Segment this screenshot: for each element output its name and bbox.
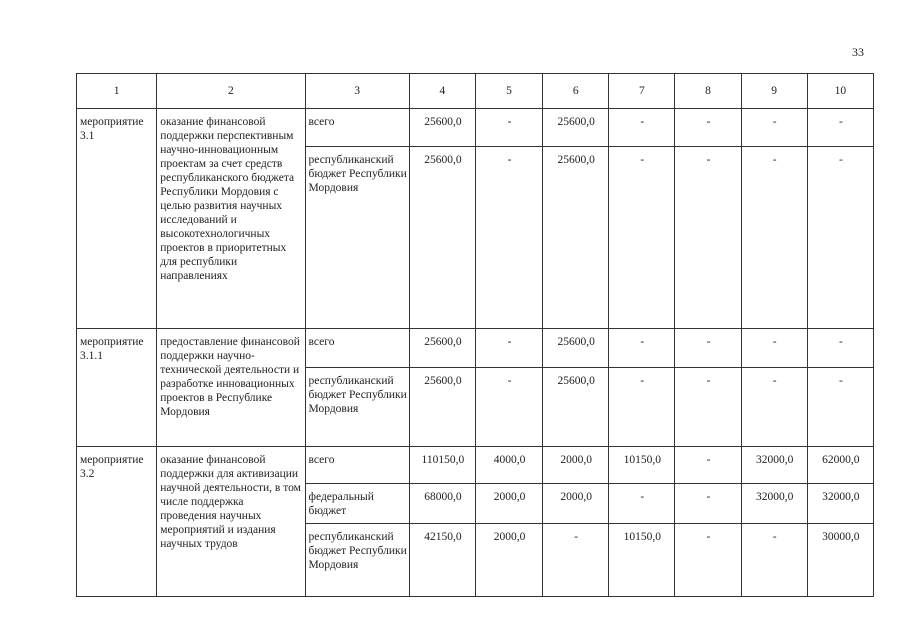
value-cell: 2000,0 [543, 484, 609, 524]
value-cell: 25600,0 [543, 329, 609, 368]
value-cell: - [475, 368, 542, 447]
value-cell: 2000,0 [475, 524, 542, 597]
event-cell: мероприятие 3.1 [77, 109, 157, 329]
value-cell: - [609, 147, 675, 329]
value-cell: 42150,0 [409, 524, 475, 597]
event-cell: мероприятие 3.1.1 [77, 329, 157, 447]
source-cell: республиканский бюджет Республики Мордовия [305, 524, 409, 597]
value-cell: - [675, 329, 741, 368]
budget-table [76, 73, 874, 597]
value-cell: - [807, 329, 873, 368]
source-cell: всего [305, 109, 409, 147]
value-cell: 25600,0 [543, 147, 609, 329]
value-cell: 32000,0 [807, 484, 873, 524]
description-cell: оказание финансовой поддержки для активизации научной деятельности, в том числе поддержка проведения научных мероприятий и издания научных трудов [157, 447, 305, 597]
header-cell: 9 [741, 74, 807, 109]
value-cell: - [675, 147, 741, 329]
header-cell: 3 [305, 74, 409, 109]
source-cell: всего [305, 329, 409, 368]
value-cell: - [741, 147, 807, 329]
value-cell: 2000,0 [475, 484, 542, 524]
value-cell: 25600,0 [543, 109, 609, 147]
value-cell: 32000,0 [741, 484, 807, 524]
value-cell: 30000,0 [807, 524, 873, 597]
value-cell: - [609, 109, 675, 147]
table-row [77, 447, 874, 484]
table-row [77, 329, 874, 368]
table-header-row [77, 74, 874, 109]
value-cell: - [741, 524, 807, 597]
source-cell: республиканский бюджет Республики Мордовия [305, 147, 409, 329]
value-cell: 10150,0 [609, 447, 675, 484]
source-cell: федеральный бюджет [305, 484, 409, 524]
value-cell: 10150,0 [609, 524, 675, 597]
header-cell: 7 [609, 74, 675, 109]
value-cell: - [741, 329, 807, 368]
value-cell: - [807, 109, 873, 147]
value-cell: - [675, 484, 741, 524]
value-cell: - [609, 484, 675, 524]
value-cell: - [609, 329, 675, 368]
value-cell: - [675, 368, 741, 447]
header-cell: 10 [807, 74, 873, 109]
value-cell: - [675, 447, 741, 484]
source-cell: республиканский бюджет Республики Мордовия [305, 368, 409, 447]
header-cell: 4 [409, 74, 475, 109]
value-cell: 25600,0 [543, 368, 609, 447]
header-cell: 1 [77, 74, 157, 109]
value-cell: - [609, 368, 675, 447]
page-number: 33 [852, 45, 864, 59]
header-cell: 2 [157, 74, 305, 109]
header-cell: 5 [475, 74, 542, 109]
value-cell: - [741, 109, 807, 147]
value-cell: 62000,0 [807, 447, 873, 484]
event-cell: мероприятие 3.2 [77, 447, 157, 597]
value-cell: 25600,0 [409, 147, 475, 329]
value-cell: 110150,0 [409, 447, 475, 484]
value-cell: - [675, 524, 741, 597]
value-cell: - [807, 368, 873, 447]
value-cell: - [741, 368, 807, 447]
description-cell: предоставление финансовой поддержки научно-технической деятельности и разработке инновационных проектов в Республике Мордовия [157, 329, 305, 447]
value-cell: - [807, 147, 873, 329]
header-cell: 8 [675, 74, 741, 109]
value-cell: 4000,0 [475, 447, 542, 484]
value-cell: 32000,0 [741, 447, 807, 484]
header-cell: 6 [543, 74, 609, 109]
value-cell: - [543, 524, 609, 597]
source-cell: всего [305, 447, 409, 484]
value-cell: - [475, 147, 542, 329]
value-cell: - [475, 329, 542, 368]
value-cell: 68000,0 [409, 484, 475, 524]
value-cell: - [675, 109, 741, 147]
value-cell: - [475, 109, 542, 147]
table-row [77, 109, 874, 147]
value-cell: 25600,0 [409, 329, 475, 368]
value-cell: 25600,0 [409, 368, 475, 447]
value-cell: 25600,0 [409, 109, 475, 147]
description-cell: оказание финансовой поддержки перспективным научно-инновационным проектам за счет средств республиканского бюджета Республики Мордовия с целью развития научных исследований и высокотехнологичных проектов в приоритетных для республики направлениях [157, 109, 305, 329]
value-cell: 2000,0 [543, 447, 609, 484]
